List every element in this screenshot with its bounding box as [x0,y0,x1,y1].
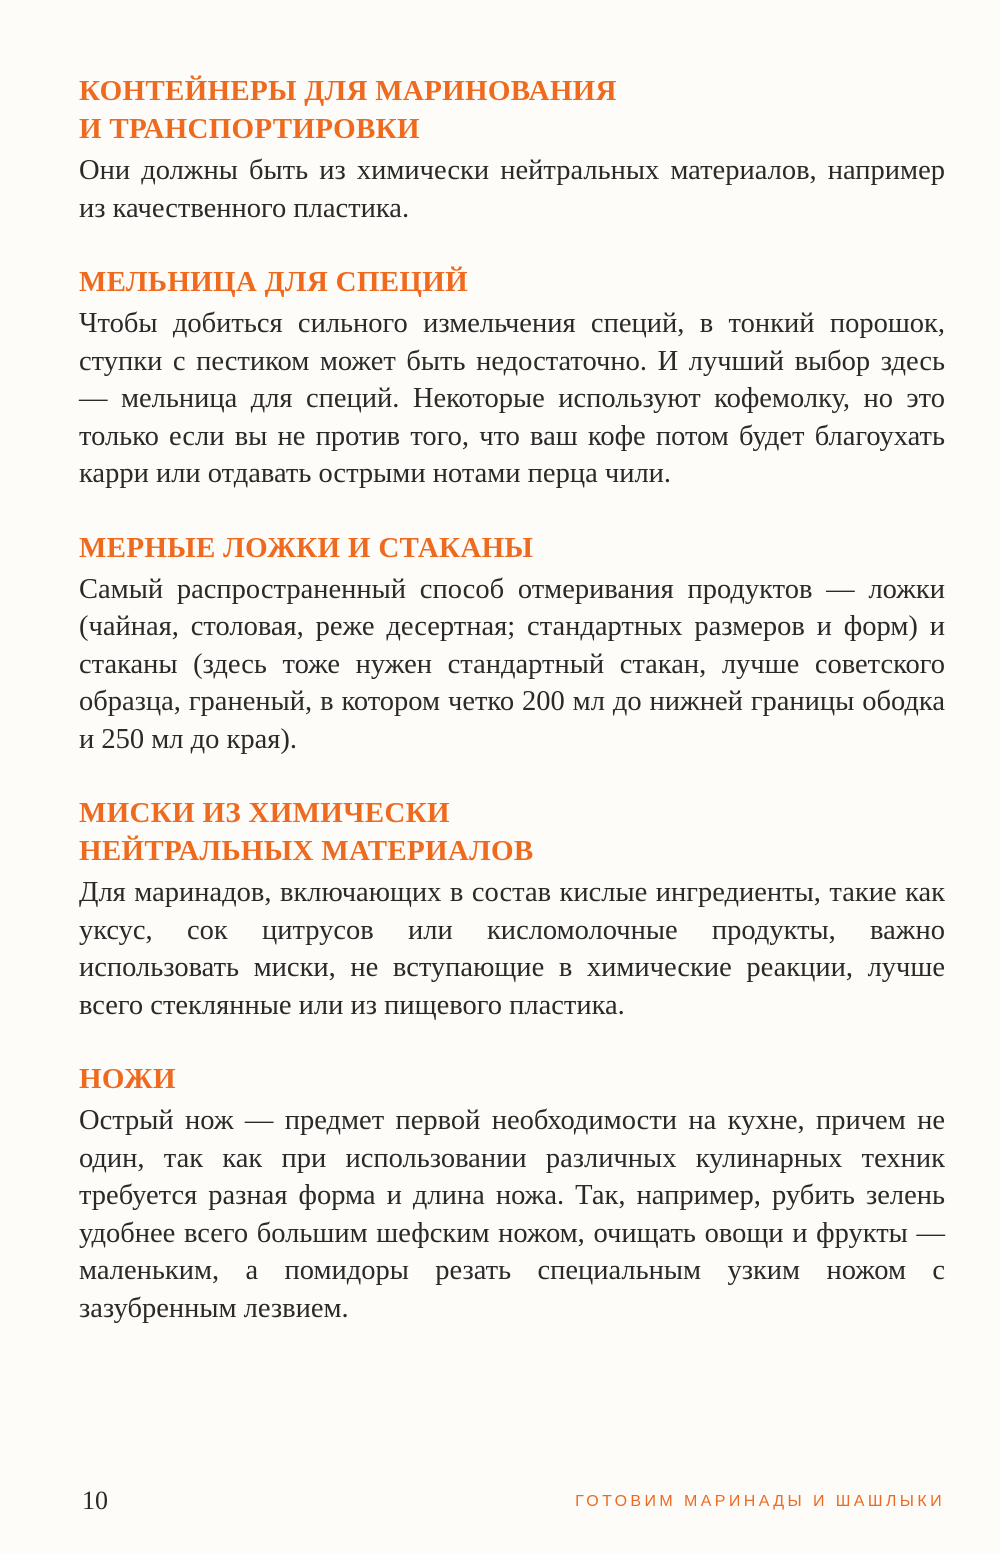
page-content [79,72,945,1363]
heading-line: МЕРНЫЕ ЛОЖКИ И СТАКАНЫ [79,531,534,564]
section-paragraph: Самый распространенный способ отмеривания продуктов — ложки (чайная, столовая, реже десертная; стандартных размеров и форм) и стаканы (здесь тоже нужен стандартный стакан, лучше советского образца, граненый, в котором четко 200 мл до нижней границы ободка и 250 мл до края). [79,573,945,755]
heading-line: И ТРАНСПОРТИРОВКИ [79,113,420,145]
section-paragraph: Чтобы добиться сильного измельчения специй, в тонкий порошок, ступки с пестиком может быть недостаточно. И лучший выбор здесь — мельница для специй. Некоторые используют кофемолку, но это только если вы не против того, что ваш кофе потом будет благоухать карри или отдавать острыми нотами перца чили. [79,308,945,489]
section-heading [79,794,945,870]
heading-line: МИСКИ ИЗ ХИМИЧЕСКИ [79,797,450,829]
heading-line: НОЖИ [79,1063,176,1095]
section-paragraph: Острый нож — предмет первой необходимости на кухне, причем не один, так как при использовании различных кулинарных техник требуется разная форма и длина ножа. Так, например, рубить зелень удобнее всего большим шефским ножом, очищать овощи и фрукты — маленьким, а помидоры резать специальным узким ножом с зазубренным лезвием. [79,1105,945,1324]
section-spice-grinder [79,263,945,493]
running-title: ГОТОВИМ МАРИНАДЫ И ШАШЛЫКИ [575,1493,945,1510]
section-heading [79,72,945,148]
section-marinating-containers [79,72,945,227]
section-neutral-bowls [79,794,945,1024]
section-heading [79,529,945,567]
section-knives [79,1060,945,1327]
section-paragraph: Они должны быть из химически нейтральных материалов, например из качественного пластика. [79,155,945,224]
section-heading [79,1060,945,1098]
heading-line: КОНТЕЙНЕРЫ ДЛЯ МАРИНОВАНИЯ [79,75,617,107]
section-paragraph: Для маринадов, включающих в состав кислые ингредиенты, такие как уксус, сок цитрусов или кисломолочные продукты, важно использовать миски, не вступающие в химические реакции, лучше всего стеклянные или из пищевого пластика. [79,877,945,1021]
heading-line: МЕЛЬНИЦА ДЛЯ СПЕЦИЙ [79,266,468,298]
section-heading [79,263,945,301]
page-number: 10 [82,1486,108,1515]
section-measuring-spoons [79,529,945,759]
page-footer [79,1486,945,1516]
heading-line: НЕЙТРАЛЬНЫХ МАТЕРИАЛОВ [79,835,534,867]
